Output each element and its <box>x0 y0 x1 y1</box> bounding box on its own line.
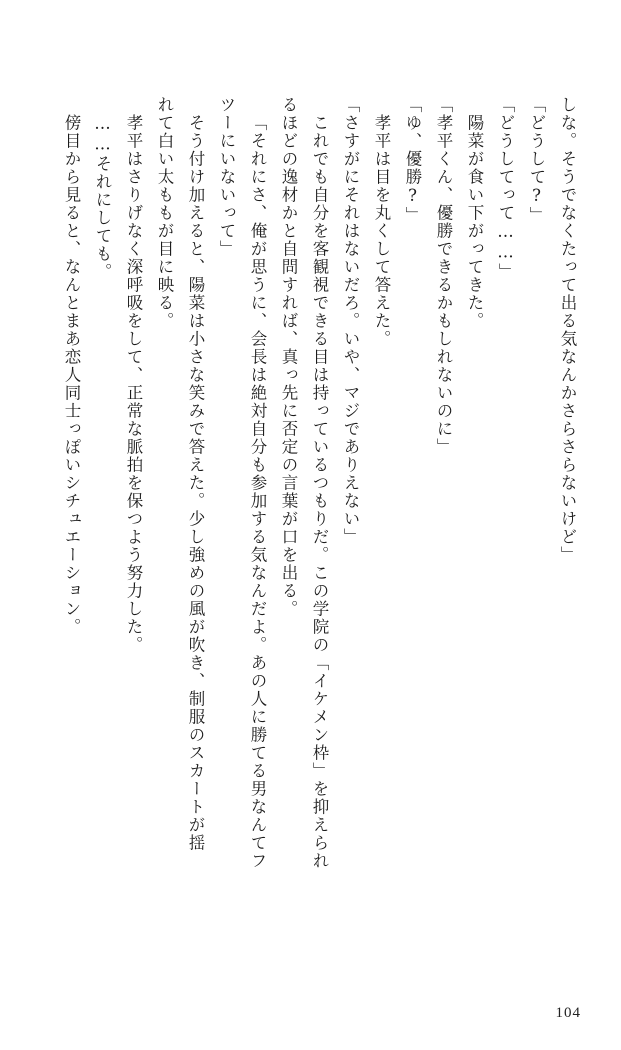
text-line: ……それにしても。 <box>93 114 112 281</box>
text-line: 「どうして?」 <box>527 96 546 225</box>
text-line: 「ゆ、優勝?」 <box>403 96 422 225</box>
vertical-text-body <box>40 96 583 976</box>
text-line: 孝平はさりげなく深呼吸をして、正常な脈拍を保つよう努力した。 <box>124 114 143 654</box>
text-line: 「孝平くん、優勝できるかもしれないのに」 <box>434 96 453 456</box>
text-line: 「それにさ、俺が思うに、会長は絶対自分も参加する気なんだよ。あの人に勝てる男なんてフ <box>248 114 267 870</box>
text-line: 陽菜が食い下がってきた。 <box>465 114 484 330</box>
text-line: れて白い太ももが目に映る。 <box>155 96 174 330</box>
text-line: 傍目から見ると、なんとまあ恋人同士っぽいシチュエーション。 <box>62 114 81 636</box>
text-line: るほどの逸材かと自問すれば、真っ先に否定の言葉が口を出る。 <box>279 96 298 618</box>
text-line: しな。そうでなくたって出る気なんかさらさらないけど」 <box>558 96 577 564</box>
text-line: 「どうしてって……」 <box>496 96 515 281</box>
text-line: そう付け加えると、陽菜は小さな笑みで答えた。少し強めの風が吹き、制服のスカートが揺 <box>186 114 205 852</box>
text-line: ツーにいないって」 <box>217 96 236 258</box>
text-line: 「さすがにそれはないだろ。いや、マジでありえない」 <box>341 96 360 546</box>
text-line: これでも自分を客観視できる目は持っているつもりだ。この学院の「イケメン枠」を抑えられ <box>310 114 329 870</box>
text-line: 孝平は目を丸くして答えた。 <box>372 114 391 348</box>
page-number: 104 <box>555 1005 581 1021</box>
